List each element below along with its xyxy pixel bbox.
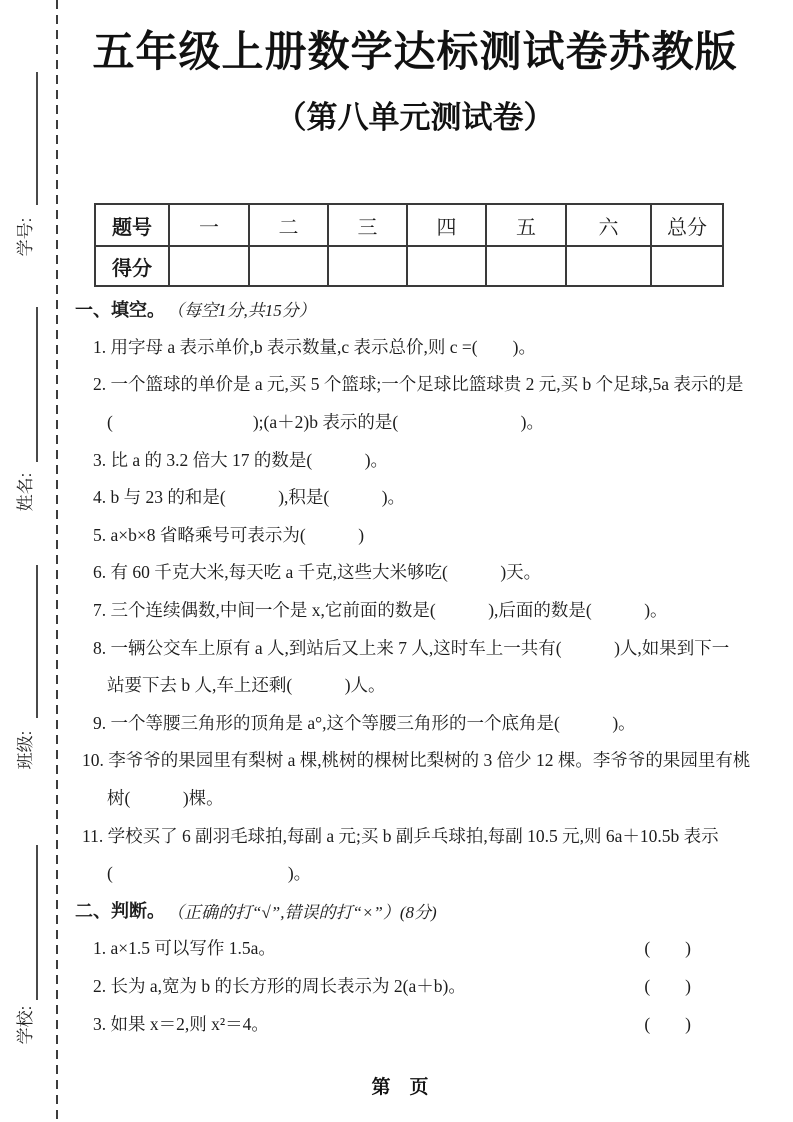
score-cell-empty [407,246,486,286]
score-row-label: 得分 [95,246,169,286]
judge-item [75,1004,777,1042]
judge-item-text: 3. 如果 x＝2,则 x²＝4。 [93,1013,269,1034]
paper-title: 五年级上册数学达标测试卷苏教版 [92,28,738,75]
judge-item [75,929,777,967]
fill-question-line: 8. 一辆公交车上原有 a 人,到站后又上来 7 人,这时车上一共有( )人,如果到下一 [93,637,730,658]
fill-question-line: 站要下去 b 人,车上还剩( )人。 [107,675,386,696]
page-footer: 第 页 [371,1077,429,1098]
cut-dashed-line [56,0,58,1122]
fill-question-line: 2. 一个篮球的单价是 a 元,买 5 个篮球;一个足球比篮球贵 2 元,买 b 个足球,5a 表示的是 [93,374,744,395]
school-label: 学校: [16,1005,35,1045]
score-table-header-cell: 总分 [651,204,723,246]
score-table-header-cell: 三 [328,204,407,246]
judge-item [75,967,777,1005]
fill-question-line: 7. 三个连续偶数,中间一个是 x,它前面的数是( ),后面的数是( )。 [93,600,668,621]
class-blank-line [36,565,38,718]
fill-question-line: ( )。 [107,863,312,884]
score-table-header-cell: 二 [249,204,328,246]
student-id-blank-line [36,72,38,205]
section-one-heading [75,290,777,328]
score-table-header-cell: 五 [486,204,566,246]
score-table-header-cell: 四 [407,204,486,246]
score-table-header-cell: 六 [566,204,651,246]
class-label: 班级: [16,730,35,770]
score-cell-empty [249,246,328,286]
judge-answer-blank: ( ) [644,975,691,996]
fill-question-line: 树( )棵。 [107,788,224,809]
fill-question-line: ( );(a＋2)b 表示的是( )。 [107,412,544,433]
section-one-title: 一、填空。 [75,299,165,320]
score-table-score-row [95,246,723,286]
score-table-header-cell: 一 [169,204,249,246]
score-table-header-row [95,204,723,246]
section-one-note: （每空1分,共15分） [167,301,316,321]
fill-question-line: 9. 一个等腰三角形的顶角是 a°,这个等腰三角形的一个底角是( )。 [93,712,636,733]
section-two-heading [75,892,777,930]
score-table-header-cell: 题号 [95,204,169,246]
score-cell-empty [169,246,249,286]
fill-question-line: 10. 李爷爷的果园里有梨树 a 棵,桃树的棵树比梨树的 3 倍少 12 棵。李爷爷的果园里有桃 [82,750,751,771]
fill-question-line: 5. a×b×8 省略乘号可表示为( ) [93,524,365,545]
judge-answer-blank: ( ) [644,1013,691,1034]
section-two-note: （正确的打“√”,错误的打“×”）(8分) [167,902,437,922]
score-cell-empty [651,246,723,286]
score-cell-empty [486,246,566,286]
judge-answer-blank: ( ) [644,938,691,959]
paper-subtitle: （第八单元测试卷） [275,100,555,135]
name-label: 姓名: [16,472,35,512]
judge-item-text: 1. a×1.5 可以写作 1.5a。 [93,938,276,959]
score-cell-empty [328,246,407,286]
score-cell-empty [566,246,651,286]
name-blank-line [36,307,38,462]
fill-question-line: 3. 比 a 的 3.2 倍大 17 的数是( )。 [93,449,389,470]
fill-question-line: 6. 有 60 千克大米,每天吃 a 千克,这些大米够吃( )天。 [93,562,542,583]
score-table [94,203,724,287]
school-blank-line [36,845,38,1000]
fill-question-line: 4. b 与 23 的和是( ),积是( )。 [93,487,406,508]
student-id-label: 学号: [16,217,35,257]
fill-question-line: 11. 学校买了 6 副羽毛球拍,每副 a 元;买 b 副乒乓球拍,每副 10.5 元,则 6a＋10.5b 表示 [82,825,719,846]
section-two-title: 二、判断。 [75,901,165,922]
judge-item-text: 2. 长为 a,宽为 b 的长方形的周长表示为 2(a＋b)。 [93,975,466,996]
fill-question-line: 1. 用字母 a 表示单价,b 表示数量,c 表示总价,则 c =( )。 [93,336,536,357]
question-body [75,290,777,1042]
